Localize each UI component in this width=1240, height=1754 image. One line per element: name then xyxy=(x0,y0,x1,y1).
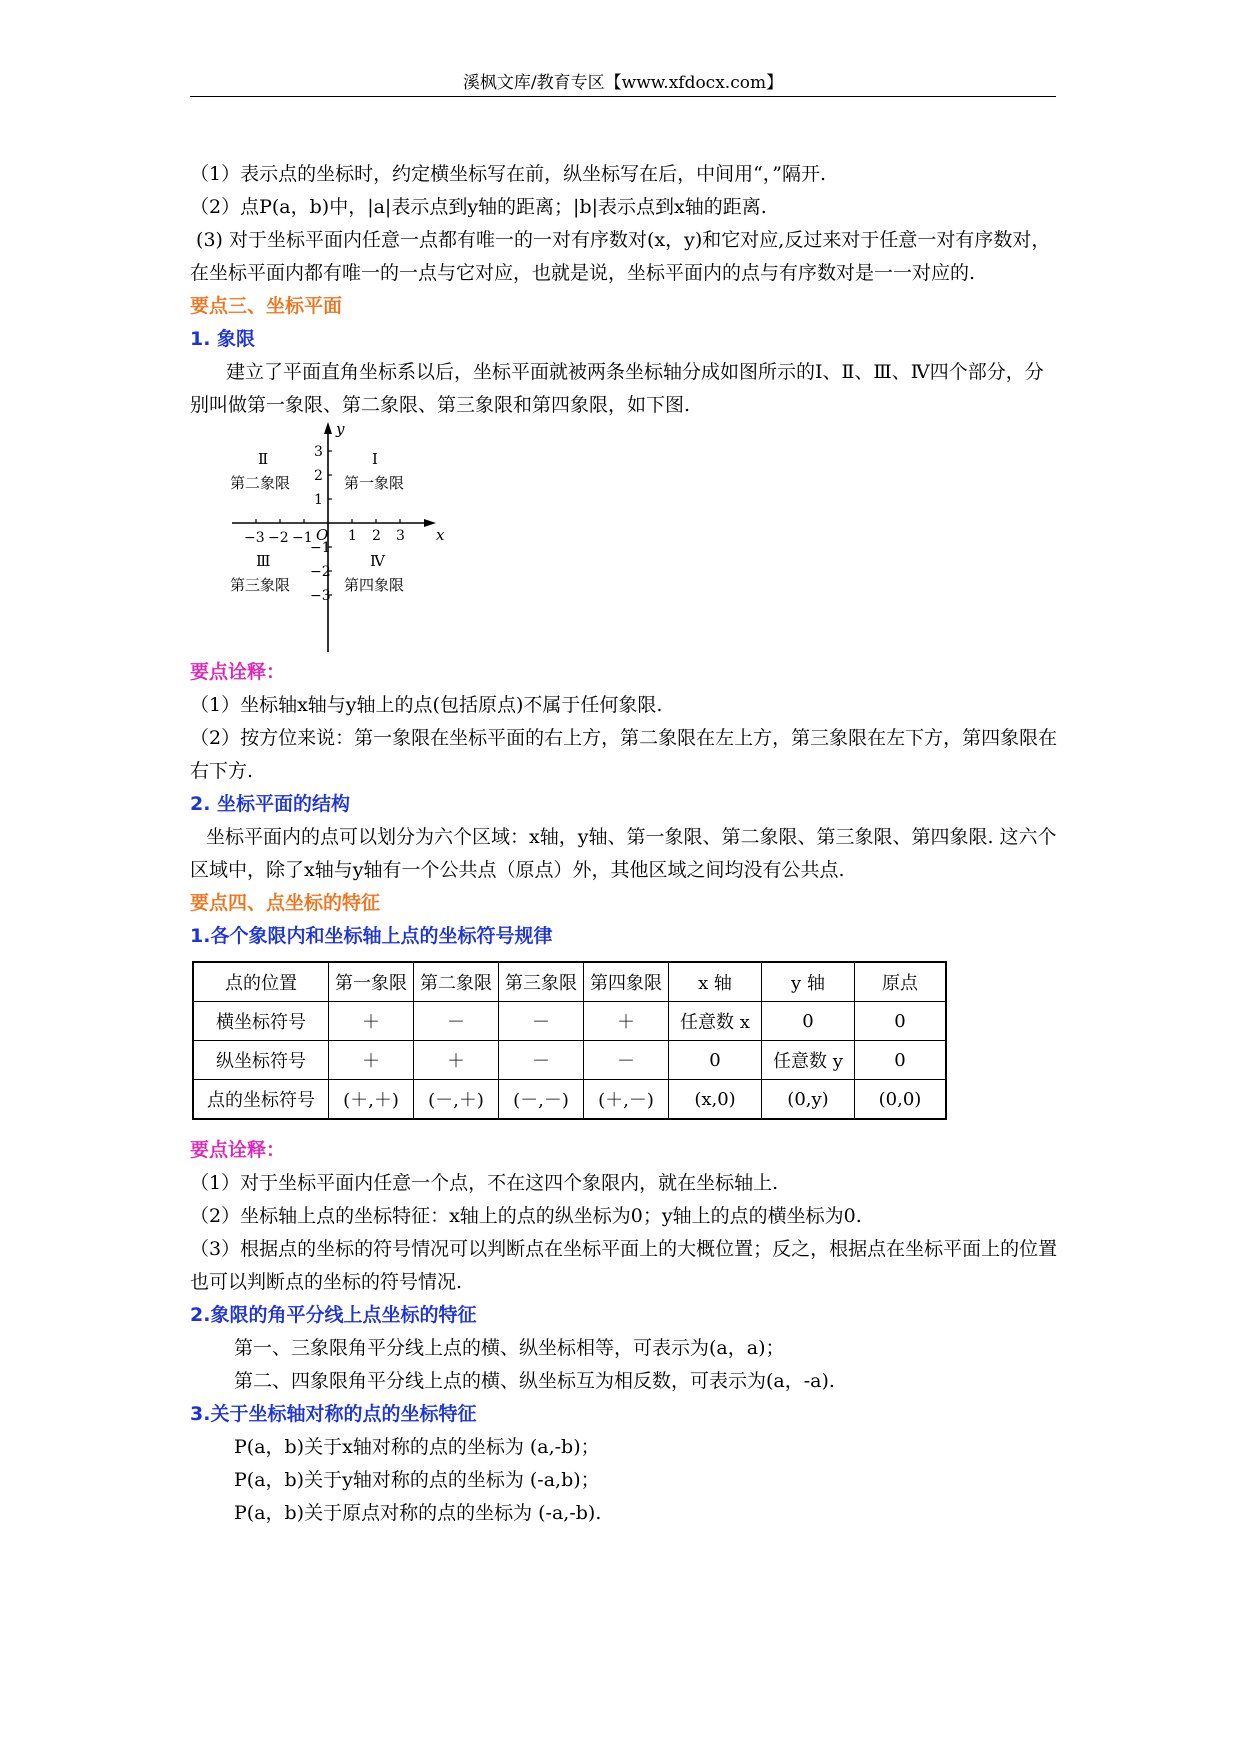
table-cell: 0 xyxy=(669,1041,762,1080)
table-row xyxy=(193,1002,946,1041)
x-axis-label: x xyxy=(436,526,445,544)
table-cell: － xyxy=(499,1002,584,1041)
table-cell: (0,0) xyxy=(855,1080,947,1120)
x-tick-label: −1 xyxy=(292,530,313,546)
table-header-cell: 第三象限 xyxy=(499,962,584,1002)
quadrant-2-name: 第二象限 xyxy=(230,474,291,492)
section-4-title: 要点四、点坐标的特征 xyxy=(190,892,381,914)
note-2-item-3: （3）根据点的坐标的符号情况可以判断点在坐标平面上的大概位置；反之，根据点在坐标平面上的位置也可以判断点的坐标的符号情况. xyxy=(190,1238,1058,1293)
table-row xyxy=(193,1041,946,1080)
table-cell: (－,－) xyxy=(499,1080,584,1120)
document-body xyxy=(190,158,1062,1530)
section-3-title: 要点三、坐标平面 xyxy=(190,295,343,317)
table-cell: 任意数 y xyxy=(762,1041,855,1080)
table-cell: (＋,－) xyxy=(584,1080,669,1120)
symmetry-line-1: P(a，b)关于x轴对称的点的坐标为 (a,-b)； xyxy=(234,1436,600,1458)
table-cell: ＋ xyxy=(329,1002,414,1041)
table-cell: 横坐标符号 xyxy=(193,1002,329,1041)
note-title-1: 要点诠释： xyxy=(190,661,286,683)
table-cell: (x,0) xyxy=(669,1080,762,1120)
coordinate-plane-diagram xyxy=(230,422,460,654)
quadrant-3-name: 第三象限 xyxy=(230,576,291,594)
table-header-cell: 原点 xyxy=(855,962,947,1002)
bisector-line-2: 第二、四象限角平分线上点的横、纵坐标互为相反数，可表示为(a，-a). xyxy=(234,1370,835,1392)
quadrant-paragraph-text: 建立了平面直角坐标系以后，坐标平面就被两条坐标轴分成如图所示的Ⅰ、Ⅱ、Ⅲ、Ⅳ四个部分，分别叫做第一象限、第二象限、第三象限和第四象限，如下图. xyxy=(190,361,1044,416)
intro-paragraph-1: （1）表示点的坐标时，约定横坐标写在前，纵坐标写在后，中间用“，”隔开. xyxy=(190,163,827,185)
x-tick-label: 1 xyxy=(348,528,357,544)
quadrant-4-numeral: Ⅳ xyxy=(370,552,385,570)
table-header-cell: 第二象限 xyxy=(414,962,499,1002)
table-cell: 0 xyxy=(762,1002,855,1041)
intro-paragraph-3: (3) 对于坐标平面内任意一点都有唯一的一对有序数对(x，y)和它对应,反过来对于任意一对有序数对，在坐标平面内都有唯一的一点与它对应，也就是说，坐标平面内的点与有序数对是一一对应的. xyxy=(190,229,1051,284)
table-cell: ＋ xyxy=(414,1041,499,1080)
y-tick-label: −1 xyxy=(310,540,331,556)
table-cell: 0 xyxy=(855,1041,947,1080)
note-1-item-1: （1）坐标轴x轴与y轴上的点(包括原点)不属于任何象限. xyxy=(190,694,663,716)
bisector-line-1: 第一、三象限角平分线上点的横、纵坐标相等，可表示为(a，a)； xyxy=(234,1337,785,1359)
note-1-item-2: （2）按方位来说：第一象限在坐标平面的右上方，第二象限在左上方，第三象限在左下方，第四象限在右下方. xyxy=(190,727,1058,782)
table-cell: － xyxy=(499,1041,584,1080)
section-4-subtitle-2: 2.象限的角平分线上点坐标的特征 xyxy=(190,1304,477,1326)
quadrant-figure xyxy=(190,422,1062,656)
section-4-subtitle-3: 3.关于坐标轴对称的点的坐标特征 xyxy=(190,1403,477,1425)
table-cell: 任意数 x xyxy=(669,1002,762,1041)
quadrant-3-numeral: Ⅲ xyxy=(256,552,271,570)
table-header-cell: 第一象限 xyxy=(329,962,414,1002)
quadrant-2-numeral: Ⅱ xyxy=(258,450,269,468)
y-tick-label: 3 xyxy=(314,444,323,460)
note-2-item-2: （2）坐标轴上点的坐标特征：x轴上的点的纵坐标为0；y轴上的点的横坐标为0. xyxy=(190,1205,862,1227)
section-3-subtitle-1: 1. 象限 xyxy=(190,328,256,350)
y-tick-label: −2 xyxy=(310,564,331,580)
table-cell: 点的坐标符号 xyxy=(193,1080,329,1120)
x-tick-label: 3 xyxy=(396,528,405,544)
x-tick-label: −3 xyxy=(244,530,265,546)
x-tick-label: 2 xyxy=(372,528,381,544)
y-tick-label: 1 xyxy=(314,492,323,508)
table-cell: ＋ xyxy=(329,1041,414,1080)
symmetry-line-2: P(a，b)关于y轴对称的点的坐标为 (-a,b)； xyxy=(234,1469,600,1491)
section-3-subtitle-2: 2. 坐标平面的结构 xyxy=(190,793,351,815)
table-header-row xyxy=(193,962,946,1002)
y-axis-arrow xyxy=(324,422,332,434)
x-tick-label: −2 xyxy=(268,530,289,546)
page-header: 溪枫文库/教育专区【www.xfdocx.com】 xyxy=(462,73,784,93)
plane-structure-paragraph xyxy=(190,821,1062,887)
symmetry-line-3: P(a，b)关于原点对称的点的坐标为 (-a,-b). xyxy=(234,1502,602,1524)
y-tick-label: 2 xyxy=(314,468,323,484)
y-axis-label: y xyxy=(336,422,345,438)
table-cell: (0,y) xyxy=(762,1080,855,1120)
table-cell: (＋,＋) xyxy=(329,1080,414,1120)
note-2-item-1: （1）对于坐标平面内任意一个点，不在这四个象限内，就在坐标轴上. xyxy=(190,1172,779,1194)
header-rule xyxy=(190,96,1056,97)
table-header-cell: 点的位置 xyxy=(193,962,329,1002)
table-cell: － xyxy=(584,1041,669,1080)
y-tick-label: −3 xyxy=(310,588,331,604)
origin-label: O xyxy=(316,526,329,544)
table-cell: (－,＋) xyxy=(414,1080,499,1120)
table-row xyxy=(193,1080,946,1120)
table-cell: 纵坐标符号 xyxy=(193,1041,329,1080)
intro-paragraph-2: （2）点P(a，b)中，|a|表示点到y轴的距离；|b|表示点到x轴的距离. xyxy=(190,196,767,218)
x-axis-arrow xyxy=(424,519,436,527)
quadrant-paragraph xyxy=(190,356,1062,422)
table-header-cell: 第四象限 xyxy=(584,962,669,1002)
table-cell: 0 xyxy=(855,1002,947,1041)
table-header-cell: x 轴 xyxy=(669,962,762,1002)
plane-structure-text: 坐标平面内的点可以划分为六个区域：x轴，y轴、第一象限、第二象限、第三象限、第四象限. 这六个区域中，除了x轴与y轴有一个公共点（原点）外，其他区域之间均没有公共点. xyxy=(190,826,1057,881)
table-cell: ＋ xyxy=(584,1002,669,1041)
note-title-2: 要点诠释： xyxy=(190,1139,286,1161)
quadrant-1-name: 第一象限 xyxy=(344,474,405,492)
table-cell: － xyxy=(414,1002,499,1041)
quadrant-4-name: 第四象限 xyxy=(344,576,405,594)
section-4-subtitle-1: 1.各个象限内和坐标轴上点的坐标符号规律 xyxy=(190,925,553,947)
quadrant-1-numeral: Ⅰ xyxy=(372,450,378,468)
coordinate-sign-table xyxy=(192,961,947,1120)
table-header-cell: y 轴 xyxy=(762,962,855,1002)
